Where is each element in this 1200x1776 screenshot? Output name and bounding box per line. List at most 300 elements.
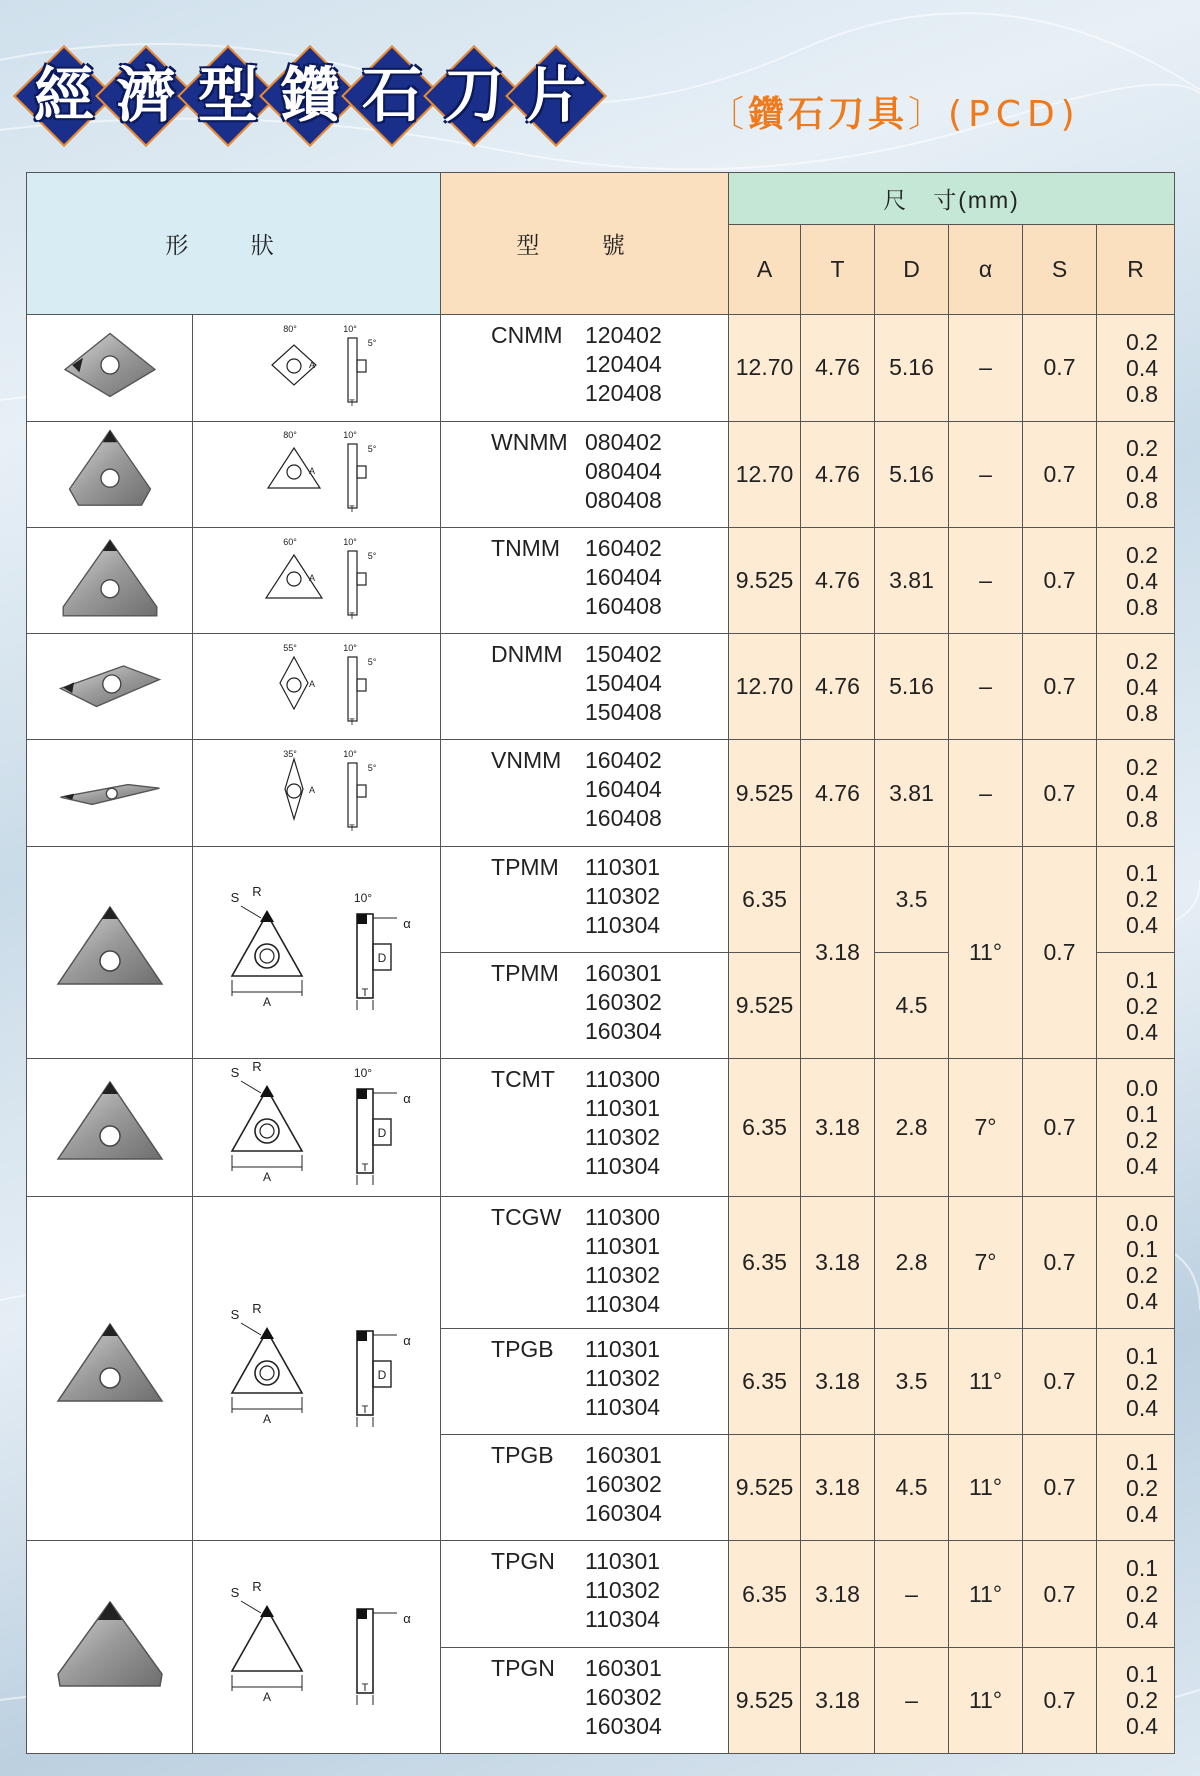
value-r (1097, 1059, 1175, 1196)
model-line (441, 882, 728, 911)
model-prefix (441, 698, 585, 727)
value-a: 12.70 (729, 315, 801, 421)
tnmm-diagram-icon (242, 533, 392, 623)
model-line (441, 1605, 728, 1634)
model-prefix (441, 592, 585, 621)
subtitle-bracket-open: 〔 (708, 94, 749, 135)
model-line (441, 1123, 728, 1152)
diagram-label: T (348, 716, 355, 727)
diagram-label-clearance: 10° (353, 1066, 372, 1081)
model-cell (441, 952, 729, 1058)
model-line (441, 1065, 728, 1094)
model-line (441, 321, 728, 350)
title-char: 鑽 (268, 54, 352, 138)
insert-diagram (193, 527, 441, 633)
table-row (27, 634, 1175, 740)
value-a: 12.70 (729, 421, 801, 527)
diagram-label: A (308, 359, 315, 370)
model-prefix (441, 1499, 585, 1528)
table-row (27, 1059, 1175, 1196)
model-line (441, 1470, 728, 1499)
header-col-r: R (1097, 225, 1175, 315)
r-value: 0.2 (1126, 1368, 1159, 1395)
model-prefix: TPMM (491, 959, 559, 986)
model-prefix (441, 1290, 585, 1319)
value-r (1097, 421, 1175, 527)
insert-diagram (193, 421, 441, 527)
model-code: 110301 (585, 1548, 661, 1575)
title-char: 經 (22, 54, 106, 138)
value-s: 0.7 (1023, 1196, 1097, 1328)
value-alpha: 11° (949, 1647, 1023, 1753)
value-alpha: 7° (949, 1196, 1023, 1328)
value-d: 5.16 (875, 634, 949, 740)
model-prefix: TCGW (491, 1203, 562, 1230)
insert-photo (27, 421, 193, 527)
model-prefix (441, 1261, 585, 1290)
model-prefix (441, 1094, 585, 1123)
diagram-label-r: R (251, 1059, 262, 1075)
value-r (1097, 1196, 1175, 1328)
model-line (441, 379, 728, 408)
value-alpha: – (949, 740, 1023, 846)
model-code: 150408 (585, 699, 662, 726)
model-prefix: CNMM (491, 322, 563, 349)
value-s: 0.7 (1023, 315, 1097, 421)
insert-diagram (193, 1196, 441, 1541)
value-r (1097, 1328, 1175, 1434)
model-code: 110302 (585, 1261, 661, 1288)
model-code: 160304 (585, 1712, 662, 1739)
diagram-label: 55° (282, 642, 297, 653)
header-col-s: S (1023, 225, 1097, 315)
model-code: 160304 (585, 1500, 662, 1527)
model-line (441, 1712, 728, 1741)
r-value: 0.1 (1126, 1236, 1159, 1263)
title-char: 型 (186, 54, 270, 138)
r-value: 0.1 (1126, 1101, 1159, 1128)
model-prefix (441, 563, 585, 592)
model-code: 110302 (585, 1364, 661, 1391)
subtitle-pcd: (PCD) (948, 94, 1081, 135)
model-cell (441, 1196, 729, 1328)
value-d: – (875, 1541, 949, 1647)
model-prefix: TCMT (491, 1066, 555, 1093)
value-t: 4.76 (801, 634, 875, 740)
catalog-subtitle (708, 86, 1081, 137)
tcgw-tpgb-diagram-icon (217, 1301, 417, 1431)
model-code: 110301 (585, 1335, 661, 1362)
model-code: 110304 (585, 1290, 661, 1317)
model-prefix (441, 988, 585, 1017)
model-code: 110302 (585, 1577, 661, 1604)
model-cell (441, 421, 729, 527)
r-value: 0.4 (1126, 461, 1159, 488)
value-t: 3.18 (801, 1196, 875, 1328)
model-cell (441, 1435, 729, 1541)
triangle-ground-insert-icon (50, 1316, 170, 1416)
value-a: 6.35 (729, 1196, 801, 1328)
value-d: 2.8 (875, 1196, 949, 1328)
header-col-alpha: α (949, 225, 1023, 315)
header-model: 型 號 (441, 173, 729, 315)
model-prefix (441, 1152, 585, 1181)
r-value: 0.4 (1126, 567, 1159, 594)
value-alpha: – (949, 634, 1023, 740)
value-alpha: 11° (949, 1328, 1023, 1434)
model-line (441, 959, 728, 988)
value-t: 4.76 (801, 315, 875, 421)
model-prefix: TPGN (491, 1654, 555, 1681)
diagram-label: A (308, 466, 315, 477)
insert-photo (27, 1541, 193, 1754)
diagram-label-a: A (262, 1690, 271, 1705)
model-line (441, 428, 728, 457)
value-t: 3.18 (801, 1328, 875, 1434)
diagram-label: 60° (282, 536, 297, 547)
diagram-label-d: D (377, 1126, 386, 1141)
insert-photo (27, 315, 193, 421)
model-code: 110304 (585, 911, 661, 938)
r-value: 0.8 (1126, 380, 1159, 407)
model-cell (441, 846, 729, 952)
diagram-label: 10° (342, 430, 357, 441)
value-alpha: 11° (949, 1435, 1023, 1541)
trigon-insert-icon (55, 426, 165, 516)
diagram-label: 80° (282, 430, 297, 441)
model-prefix: TPGN (491, 1548, 555, 1575)
value-r (1097, 740, 1175, 846)
model-code: 120408 (585, 380, 662, 407)
diagram-label-t: T (361, 987, 368, 1000)
model-line (441, 1576, 728, 1605)
diagram-label: T (348, 610, 355, 621)
model-code: 110300 (585, 1203, 661, 1230)
table-row (27, 1196, 1175, 1328)
diagram-label: 5° (367, 337, 376, 348)
value-t: 4.76 (801, 421, 875, 527)
r-value: 0.8 (1126, 487, 1159, 514)
catalog-title (22, 44, 702, 156)
model-line (441, 350, 728, 379)
diagram-label-d: D (377, 951, 386, 966)
value-t: 3.18 (801, 1435, 875, 1541)
model-prefix (441, 350, 585, 379)
model-code: 150402 (585, 641, 662, 668)
value-d: 3.81 (875, 740, 949, 846)
model-code: 160302 (585, 1471, 662, 1498)
value-alpha: – (949, 315, 1023, 421)
diagram-label: T (348, 823, 355, 834)
diagram-label: 5° (367, 550, 376, 561)
diagram-label: T (348, 397, 355, 408)
r-value: 0.4 (1126, 673, 1159, 700)
insert-spec-table (26, 172, 1175, 1754)
insert-photo (27, 846, 193, 1059)
value-a: 9.525 (729, 952, 801, 1058)
model-code: 110301 (585, 853, 661, 880)
value-t: 4.76 (801, 740, 875, 846)
model-code: 120402 (585, 322, 662, 349)
model-prefix: TPGB (491, 1335, 554, 1362)
model-code: 160404 (585, 776, 662, 803)
r-value: 0.2 (1126, 1687, 1159, 1714)
diagram-label-alpha: α (402, 916, 411, 932)
diagram-label-s: S (230, 1585, 239, 1601)
subtitle-bracket-close: 〕 (908, 94, 949, 135)
model-code: 110301 (585, 1232, 661, 1259)
model-code: 150404 (585, 670, 662, 697)
model-cell (441, 527, 729, 633)
model-cell (441, 634, 729, 740)
value-s: 0.7 (1023, 421, 1097, 527)
value-d: 4.5 (875, 1435, 949, 1541)
model-line (441, 640, 728, 669)
value-s: 0.7 (1023, 1435, 1097, 1541)
wnmm-diagram-icon (242, 426, 392, 516)
insert-diagram (193, 1541, 441, 1754)
table-row (27, 527, 1175, 633)
diagram-label-t: T (361, 1403, 368, 1416)
rhombus-55-insert-icon (55, 639, 165, 729)
triangle-positive-insert-icon (50, 899, 170, 999)
insert-photo (27, 740, 193, 846)
value-t: 3.18 (801, 1059, 875, 1196)
r-value: 0.4 (1126, 1018, 1159, 1045)
header-col-a: A (729, 225, 801, 315)
diagram-label-d: D (377, 1367, 386, 1382)
model-code: 160408 (585, 592, 662, 619)
model-code: 160404 (585, 563, 662, 590)
insert-diagram (193, 740, 441, 846)
model-line (441, 1232, 728, 1261)
r-value: 0.1 (1126, 1555, 1159, 1582)
model-prefix (441, 1605, 585, 1634)
value-r (1097, 952, 1175, 1058)
r-value: 0.2 (1126, 647, 1159, 674)
r-value: 0.0 (1126, 1075, 1159, 1102)
diagram-label-t: T (361, 1162, 368, 1175)
model-prefix: WNMM (491, 428, 568, 455)
model-cell (441, 1328, 729, 1434)
table-row (27, 1541, 1175, 1647)
value-a: 9.525 (729, 740, 801, 846)
value-a: 6.35 (729, 1059, 801, 1196)
insert-photo (27, 1196, 193, 1541)
r-value: 0.2 (1126, 1127, 1159, 1154)
header-col-d: D (875, 225, 949, 315)
model-line (441, 1499, 728, 1528)
r-value: 0.4 (1126, 1394, 1159, 1421)
value-t: 3.18 (801, 1541, 875, 1647)
diagram-label: A (308, 785, 315, 796)
model-code: 160302 (585, 1683, 662, 1710)
diagram-label: 10° (342, 536, 357, 547)
triangle-insert-icon (55, 533, 165, 623)
model-prefix (441, 1470, 585, 1499)
model-code: 120404 (585, 351, 662, 378)
value-d: 5.16 (875, 421, 949, 527)
model-line (441, 1393, 728, 1422)
model-prefix: DNMM (491, 641, 563, 668)
value-a: 6.35 (729, 846, 801, 952)
value-t: 4.76 (801, 527, 875, 633)
r-value: 0.1 (1126, 1661, 1159, 1688)
value-r (1097, 1647, 1175, 1753)
model-line (441, 853, 728, 882)
model-prefix (441, 1232, 585, 1261)
model-cell (441, 315, 729, 421)
diagram-label: A (308, 678, 315, 689)
insert-diagram (193, 634, 441, 740)
r-value: 0.0 (1126, 1210, 1159, 1237)
tpgn-diagram-icon (217, 1579, 417, 1709)
r-value: 0.2 (1126, 435, 1159, 462)
model-prefix (441, 457, 585, 486)
subtitle-text: 鑽石刀具 (748, 94, 909, 135)
diagram-label: 5° (367, 444, 376, 455)
model-cell (441, 1647, 729, 1753)
table-row (27, 846, 1175, 952)
r-value: 0.4 (1126, 1288, 1159, 1315)
title-char: 石 (350, 54, 434, 138)
diagram-label: 10° (342, 323, 357, 334)
diagram-label-t: T (361, 1682, 368, 1695)
value-d: 3.5 (875, 846, 949, 952)
value-s: 0.7 (1023, 1328, 1097, 1434)
diagram-label: T (348, 504, 355, 515)
model-prefix (441, 1017, 585, 1046)
rhombus-35-insert-icon (55, 745, 165, 835)
model-code: 160302 (585, 988, 662, 1015)
model-code: 110302 (585, 882, 661, 909)
r-value: 0.2 (1126, 886, 1159, 913)
value-alpha: 11° (949, 1541, 1023, 1647)
r-value: 0.4 (1126, 1153, 1159, 1180)
value-a: 6.35 (729, 1541, 801, 1647)
r-value: 0.8 (1126, 699, 1159, 726)
value-d: 3.5 (875, 1328, 949, 1434)
model-prefix: VNMM (491, 747, 562, 774)
header-dimensions: 尺 寸(mm) (729, 173, 1175, 225)
table-row (27, 421, 1175, 527)
title-char: 片 (514, 54, 598, 138)
r-value: 0.2 (1126, 992, 1159, 1019)
model-line (441, 592, 728, 621)
diagram-label: 35° (282, 749, 297, 760)
diagram-label-alpha: α (402, 1611, 411, 1627)
r-value: 0.4 (1126, 1713, 1159, 1740)
model-line (441, 457, 728, 486)
r-value: 0.8 (1126, 806, 1159, 833)
model-cell (441, 740, 729, 846)
value-d: 2.8 (875, 1059, 949, 1196)
model-line (441, 1441, 728, 1470)
model-cell (441, 1059, 729, 1196)
value-s: 0.7 (1023, 527, 1097, 633)
tpmm-diagram-icon (217, 884, 417, 1014)
tcmt-diagram-icon (217, 1059, 417, 1189)
value-d: 3.81 (875, 527, 949, 633)
value-r (1097, 527, 1175, 633)
value-d: 4.5 (875, 952, 949, 1058)
value-r (1097, 846, 1175, 952)
model-prefix (441, 1123, 585, 1152)
model-prefix (441, 486, 585, 515)
r-value: 0.2 (1126, 1474, 1159, 1501)
vnmm-diagram-icon (242, 745, 392, 835)
model-prefix (441, 669, 585, 698)
value-r (1097, 634, 1175, 740)
header-shape: 形 狀 (27, 173, 441, 315)
model-code: 160402 (585, 747, 662, 774)
diagram-label: 80° (282, 323, 297, 334)
value-alpha: – (949, 421, 1023, 527)
model-code: 160304 (585, 1017, 662, 1044)
model-prefix (441, 1364, 585, 1393)
insert-photo (27, 527, 193, 633)
model-line (441, 1152, 728, 1181)
model-code: 110302 (585, 1124, 661, 1151)
model-prefix: TPGB (491, 1442, 554, 1469)
diagram-label-s: S (230, 890, 239, 906)
model-line (441, 563, 728, 592)
model-line (441, 1364, 728, 1393)
diagram-label: 5° (367, 763, 376, 774)
diagram-label-r: R (251, 1300, 262, 1316)
model-prefix (441, 1576, 585, 1605)
model-line (441, 1683, 728, 1712)
insert-photo (27, 1059, 193, 1196)
model-line (441, 1094, 728, 1123)
value-t: 3.18 (801, 846, 875, 1059)
value-d: 5.16 (875, 315, 949, 421)
r-value: 0.2 (1126, 541, 1159, 568)
model-prefix (441, 1393, 585, 1422)
diagram-label-alpha: α (402, 1091, 411, 1107)
r-value: 0.2 (1126, 1262, 1159, 1289)
insert-diagram (193, 1059, 441, 1196)
diagram-label: A (308, 572, 315, 583)
model-code: 110304 (585, 1153, 661, 1180)
diagram-label-a: A (262, 995, 271, 1010)
model-prefix (441, 1683, 585, 1712)
model-line (441, 1290, 728, 1319)
value-a: 9.525 (729, 1647, 801, 1753)
model-code: 110304 (585, 1393, 661, 1420)
table-row (27, 740, 1175, 846)
model-line (441, 988, 728, 1017)
value-s: 0.7 (1023, 1059, 1097, 1196)
r-value: 0.8 (1126, 593, 1159, 620)
rhombus-80-insert-icon (55, 320, 165, 410)
diagram-label-clearance: 10° (353, 891, 372, 906)
model-prefix (441, 379, 585, 408)
value-r (1097, 1435, 1175, 1541)
value-d: – (875, 1647, 949, 1753)
cnmm-diagram-icon (242, 320, 392, 410)
model-code: 160408 (585, 805, 662, 832)
value-t: 3.18 (801, 1647, 875, 1753)
title-char: 濟 (104, 54, 188, 138)
r-value: 0.1 (1126, 1448, 1159, 1475)
model-code: 110300 (585, 1066, 661, 1093)
value-r (1097, 315, 1175, 421)
model-line (441, 746, 728, 775)
value-alpha: – (949, 527, 1023, 633)
r-value: 0.1 (1126, 860, 1159, 887)
r-value: 0.2 (1126, 328, 1159, 355)
